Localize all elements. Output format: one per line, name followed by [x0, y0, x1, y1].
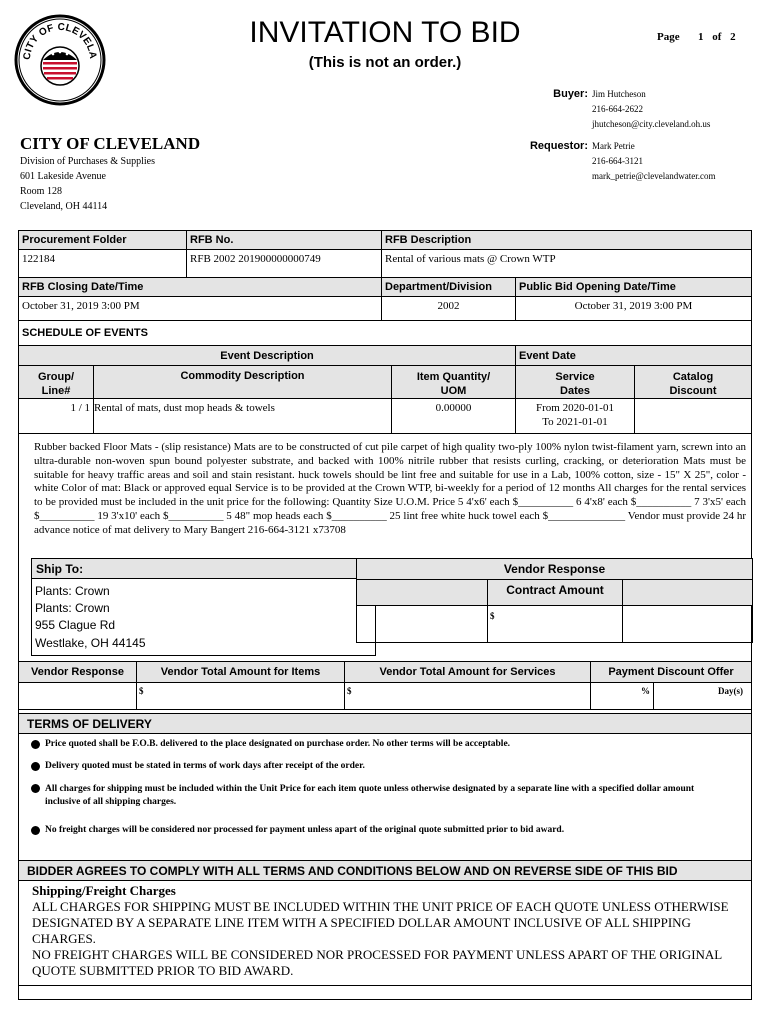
requestor-email: mark_petrie@clevelandwater.com [592, 171, 716, 181]
terms-item-2: Delivery quoted must be stated in terms of work days after receipt of the order. [45, 761, 365, 771]
vendor-response-field[interactable] [20, 684, 134, 707]
schedule-title: SCHEDULE OF EVENTS [22, 327, 148, 339]
vendor-total-items-col: Vendor Total Amount for Items [160, 666, 321, 678]
department-value: 2002 [437, 300, 460, 312]
buyer-name: Jim Hutcheson [592, 89, 646, 99]
ship-to-header [32, 559, 375, 579]
contract-amount-dollar: $ [490, 611, 495, 621]
vendor-response-col: Vendor Response [31, 666, 124, 678]
rfb-no-label: RFB No. [190, 234, 234, 246]
event-description-label: Event Description [220, 350, 314, 362]
catalog-discount-label: Catalog Discount [669, 371, 717, 397]
terms-item-3: All charges for shipping must be included within the Unit Price for each item quote unless otherwise designated by a separate line with a specified dollar amount inclusive of all shipping charges. [45, 784, 695, 807]
city-seal-logo [14, 14, 106, 106]
rfb-description-label: RFB Description [385, 234, 472, 246]
requestor-name: Mark Petrie [592, 141, 635, 151]
vendor-total-services-field[interactable] [356, 684, 588, 707]
ship-to-label: Ship To: [36, 562, 84, 576]
ship-to-line3: 955 Clague Rd [35, 618, 116, 632]
terms-item-4: No freight charges will be considered nor processed for payment unless apart of the original quote submitted prior to bid award. [45, 825, 565, 835]
procurement-folder-value: 122184 [22, 253, 55, 265]
total-services-dollar: $ [347, 686, 352, 696]
row-service-to: To 2021-01-01 [542, 416, 608, 428]
vendor-total-items-field[interactable] [148, 684, 342, 707]
terms-title: TERMS OF DELIVERY [27, 717, 152, 731]
group-line-label: Group/ Line# [37, 371, 75, 397]
procurement-folder-label: Procurement Folder [22, 234, 127, 246]
city-address-line2: 601 Lakeside Avenue [20, 171, 106, 182]
ship-to-line2: Plants: Crown [35, 601, 110, 615]
bullet-icon [31, 762, 40, 771]
contract-amount-field[interactable] [498, 608, 618, 640]
row-commodity: Rental of mats, dust mop heads & towels [94, 402, 275, 414]
buyer-phone: 216-664-2622 [592, 104, 643, 114]
public-opening-value: October 31, 2019 3:00 PM [574, 300, 693, 312]
page-subtitle: (This is not an order.) [308, 54, 462, 71]
discount-days-field[interactable] [655, 684, 715, 707]
discount-percent: % [641, 686, 650, 696]
closing-date-label: RFB Closing Date/Time [22, 281, 144, 293]
city-name: CITY OF CLEVELAND [20, 134, 201, 153]
page-number-label: Page [657, 31, 680, 43]
ship-to-line1: Plants: Crown [35, 584, 110, 598]
bullet-icon [31, 740, 40, 749]
row-service-from: From 2020-01-01 [536, 402, 614, 414]
department-label: Department/Division [385, 281, 492, 293]
buyer-label: Buyer: [553, 88, 588, 100]
closing-date-value: October 31, 2019 3:00 PM [22, 300, 140, 312]
city-address-line1: Division of Purchases & Supplies [20, 156, 155, 167]
public-opening-label: Public Bid Opening Date/Time [519, 281, 676, 293]
item-quantity-label: Item Quantity/ UOM [416, 371, 491, 397]
bullet-icon [31, 784, 40, 793]
shipping-freight-title: Shipping/Freight Charges [32, 883, 176, 898]
vendor-response-title: Vendor Response [503, 562, 606, 576]
contract-amount-label: Contract Amount [506, 583, 604, 597]
city-address-line4: Cleveland, OH 44114 [20, 201, 108, 212]
total-items-dollar: $ [139, 686, 144, 696]
ship-to-line4: Westlake, OH 44145 [35, 636, 146, 650]
requestor-label: Requestor: [529, 140, 588, 152]
service-dates-label: Service Dates [555, 371, 595, 397]
vendor-total-services-col: Vendor Total Amount for Services [379, 666, 556, 678]
freight-charges-text: NO FREIGHT CHARGES WILL BE CONSIDERED NOR PROCESSED FOR PAYMENT UNLESS APART OF THE ORIGINAL QUOTE SUBMITTED PRIOR TO BID AWARD. [32, 947, 722, 978]
bullet-icon [31, 826, 40, 835]
buyer-email: jhutcheson@city.cleveland.oh.us [592, 119, 711, 129]
item-description-text: Rubber backed Floor Mats - (slip resistance) Mats are to be constructed of cut pile carpet of high quality two-ply 100% nylon twist-filament yarn, screwn into an ultra-durable non-woven spun bound polyester substrate, and backed with 100% nitrile rubber that resists curling, cracking, or deterioration Mats must be suitable for heavy traffic areas and soil and stain resistant. huck towels should be lint free and suitable for use in a Lab, 100% cotton, size - 15" X 25", color - white Color of mat: Black or approved equal Service is to be provided at the Crown WTP, bi-weekly for a period of 12 months All charges for the rental services to be provided must be included in the unit price for the following: Quantity Size U.O.M. Price 5 4'x6' each $__________ 6 4'x8' each $__________ 7 3'x5' each $__________ 19 3'x10' each $__________ 5 48" mop heads each $__________ 25 lint free white huck towel each $______________ Vendor must provide 24 hr advance notice of mat delivery to Mary Bangert 216-664-3121 x73708 [34, 441, 746, 536]
rfb-no-value: RFB 2002 201900000000749 [190, 253, 321, 265]
page-title: INVITATION TO BID [249, 16, 521, 49]
svg-text:CITY OF CLEVELAND OHIO: CITY OF CLEVELA [21, 21, 99, 61]
terms-item-1: Price quoted shall be F.O.B. delivered to the place designated on purchase order. No other terms will be acceptable. [45, 739, 511, 749]
discount-percent-field[interactable] [592, 684, 638, 707]
payment-discount-col: Payment Discount Offer [608, 666, 734, 678]
page-number: 1 of 2 [698, 31, 736, 43]
row-group-line: 1 / 1 [70, 402, 90, 414]
agree-title: BIDDER AGREES TO COMPLY WITH ALL TERMS AND CONDITIONS BELOW AND ON REVERSE SIDE OF THIS BID [27, 864, 678, 878]
rfb-description-value: Rental of various mats @ Crown WTP [385, 253, 556, 265]
event-date-label: Event Date [519, 350, 576, 362]
requestor-phone: 216-664-3121 [592, 156, 643, 166]
shipping-charges-text: ALL CHARGES FOR SHIPPING MUST BE INCLUDED WITHIN THE UNIT PRICE OF EACH QUOTE UNLESS OTHERWISE DESIGNATED BY A SEPARATE LINE ITEM WITH A SPECIFIED DOLLAR AMOUNT INCLUSIVE OF ALL SHIPPING CHARGES. [32, 899, 729, 946]
city-address-line3: Room 128 [20, 186, 62, 197]
discount-days: Day(s) [718, 686, 743, 696]
row-quantity: 0.00000 [435, 402, 472, 414]
commodity-description-label: Commodity Description [180, 370, 305, 382]
